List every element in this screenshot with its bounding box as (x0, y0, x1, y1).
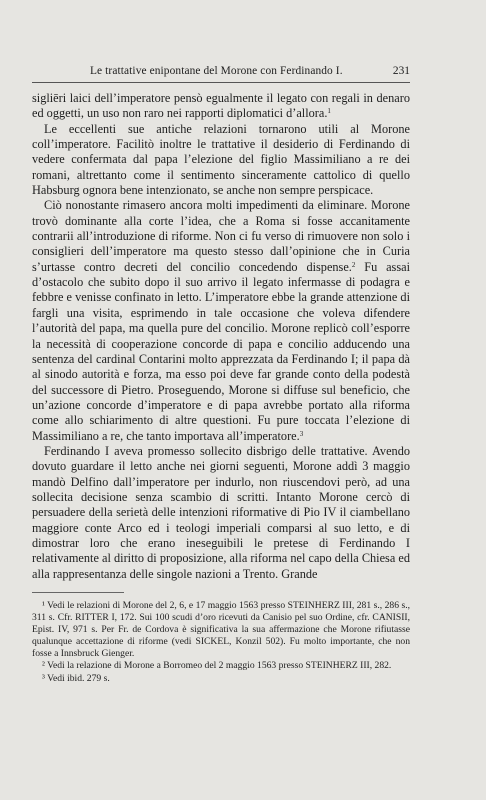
paragraph-3: Ciò nonostante rimasero ancora molti impedimenti da eliminare. Morone trovò dominante alla corte l’idea, che a Roma si fosse accanitamente contrarii all’introduzione di riforme. Non ci fu verso di rimuovere non solo i consiglieri dell’imperatore ma questo stesso dall’opinione che in Curia s’urtasse contro decreti del concilio concedendo dispense.$^2$ Fu assai d’ostacolo che subito dopo il suo arrivo il legato infermasse di podagra e febbre e venisse confinato in letto. L’imperatore ebbe la grande attenzione di fargli una visita, esprimendo in tale occasione che voleva difendere l’autorità del papa, ma quella pure del concilio. Morone replicò coll’esporre la necessità di cooperazione concorde di papa e concilio adducendo una sentenza del cardinal Contarini molto apprezzata da Ferdinando I; il papa dà al sinodo autorità e forza, ma esso poi deve far grande conto della podestà del successore di Pietro. Proseguendo, Morone si diffuse sul beneficio, che un’azione concorde d’imperatore e di papa avrebbe portato alla riforma come allo schiarimento di altre questioni. Fu pure toccata l’elezione di Massimiliano a re, che tanto importava all’imperatore.$^3$ (32, 198, 411, 443)
footnote-rule (32, 592, 124, 593)
paragraph-4: Ferdinando I aveva promesso sollecito disbrigo delle trattative. Avendo dovuto guardare il letto anche nei giorni seguenti, Morone addì 3 maggio mandò Delfino dall’imperatore per indurlo, non riuscendovi però, ad una sollecita decisione senza scambio di scritti. Intanto Morone cercò di persuadere della serietà delle intenzioni riformative di Pio IV il ciambellano maggiore conte Arco ed i teologi imperiali comparsi al suo letto, e di dimostrar loro che erano ineseguibili le pretese di Ferdinando I relativamente al diritto di proposizione, alla riforma nel capo della Chiesa ed alla rappresentanza delle singole nazioni a Trento. Grande (32, 443, 410, 581)
body-text (32, 91, 410, 582)
paragraph-2: Le eccellenti sue antiche relazioni tornarono utili al Morone coll’imperatore. Facilitò inoltre le trattative il desiderio di Ferdinando di vedere confermata dal papa l’elezione del figlio Massimiliano a re dei romani, altrettanto come il sentimento sinceramente cattolico di quello Habsburg ognora bene intenzionato, se anche non sempre perspicace. (32, 121, 410, 198)
footnote-mark-3: 3 (299, 429, 304, 438)
footnote-mark-1: 1 (327, 107, 331, 116)
header-rule (32, 82, 410, 83)
footnote-2: ² Vedi la relazione di Morone a Borromeo del 2 maggio 1563 presso STEINHERZ III, 282. (42, 660, 392, 672)
running-title: Le trattative enipontane del Morone con Ferdinando I. (90, 65, 343, 77)
running-header (32, 62, 410, 80)
footnotes (32, 600, 410, 685)
paragraph-1: sigliēri laici dell’imperatore pensò egualmente il legato con regali in denaro ed oggetti, un uso non raro nei rapporti diplomatici d’allora.$^1$ (32, 91, 410, 121)
footnote-1: ¹ Vedi le relazioni di Morone del 2, 6, e 17 maggio 1563 presso STEINHERZ III, 281 s., 286 s., 311 s. Cfr. RITTER I, 172. Sui 100 scudi d’oro ricevuti da Canisio pel suo Ordine, cfr. CANISII, Epist. IV, 971 s. Per Fr. de Cordova è significativa la sua affermazione che Morone rifiutasse qualunque accettazione di riforme (vedi SICKEL, Konzil 502). Fu molto importante, che non fosse a Innsbruck Gienger. (32, 600, 410, 660)
footnote-3: ³ Vedi ibid. 279 s. (42, 672, 110, 684)
footnote-mark-2: 2 (351, 260, 356, 269)
page-number: 231 (392, 65, 410, 77)
